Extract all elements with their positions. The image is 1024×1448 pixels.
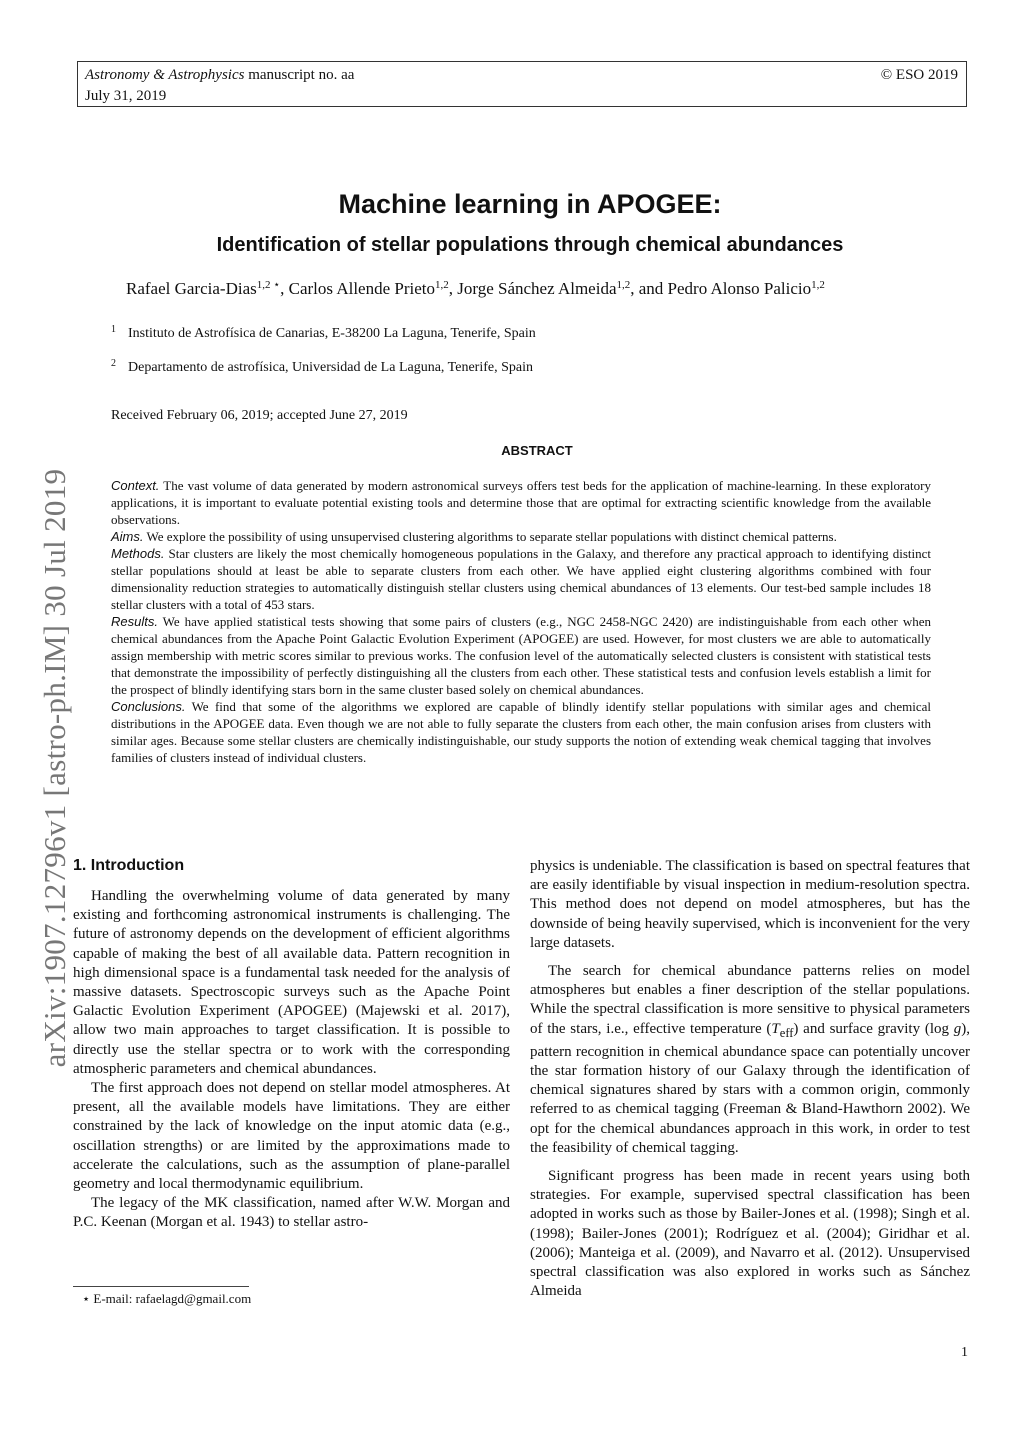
journal-line <box>85 65 354 85</box>
affiliation-2 <box>111 360 533 376</box>
author-2-sup: 1,2 <box>435 279 449 291</box>
results-label: Results. <box>111 614 158 629</box>
footnote-rule <box>73 1286 249 1287</box>
intro-paragraph-2: The first approach does not depend on stellar model atmospheres. At present, all the available models have limitations. They are either constrained by the lack of knowledge on the input atomic data (e.g., oscillation strengths) or are limited by the approximations made to accelerate the calculations, such as the assumption of plane-parallel geometry and local thermodynamic equilibrium. <box>73 1080 510 1193</box>
abstract-context <box>111 477 931 528</box>
author-1-sup: 1,2 ⋆ <box>256 279 281 291</box>
author-list <box>126 279 825 299</box>
teff-subscript: eff <box>779 1025 794 1040</box>
intro-paragraph-3: The legacy of the MK classification, named after W.W. Morgan and P.C. Keenan (Morgan et al. 1943) to stellar astro- <box>73 1195 510 1231</box>
abstract-methods <box>111 545 931 613</box>
author-4: , and Pedro Alonso Palicio <box>630 279 812 298</box>
paper-title: Machine learning in APOGEE: <box>338 189 722 219</box>
affiliation-1-num: 1 <box>111 324 116 335</box>
author-3: , Jorge Sánchez Almeida <box>448 279 617 298</box>
abstract-body <box>111 477 931 766</box>
g-symbol: g <box>953 1020 962 1037</box>
left-column <box>73 887 510 1233</box>
affiliation-1 <box>111 326 536 342</box>
manuscript-id: manuscript no. aa <box>244 67 355 83</box>
conclusions-label: Conclusions. <box>111 699 186 714</box>
context-label: Context. <box>111 478 160 493</box>
teff-symbol: T <box>771 1020 780 1037</box>
intro-paragraph-3-cont: physics is undeniable. The classification is based on spectral features that are easily identifiable by visual inspection in medium-resolution spectra. This method does not depend on model atmospheres, but has the downside of being heavily supervised, which is inconvenient for the very large datasets. <box>530 858 971 951</box>
abstract-heading: ABSTRACT <box>501 443 573 458</box>
author-4-sup: 1,2 <box>811 279 825 291</box>
running-header <box>77 61 967 107</box>
abstract-results <box>111 613 931 698</box>
page-number: 1 <box>961 1345 968 1360</box>
aims-label: Aims. <box>111 529 144 544</box>
author-1: Rafael Garcia-Dias <box>126 279 257 298</box>
copyright: © ESO 2019 <box>880 67 958 83</box>
header-date: July 31, 2019 <box>85 88 167 104</box>
intro-paragraph-1: Handling the overwhelming volume of data generated by many existing and forthcoming astronomical instruments is challenging. The future of astronomy depends on the development of efficient algorithms capable of making the best of all available data. Pattern recognition in high dimensional space is a fundamental task needed for the analysis of massive datasets. Spectroscopic surveys such as the Apache Point Galactic Evolution Experiment (APOGEE) (Majewski et al. 2017), allow two main approaches to target classification. It is possible to directly use the stellar spectra or to work with the corresponding atmospheric parameters and chemical abundances. <box>73 888 510 1077</box>
abstract-aims <box>111 528 931 545</box>
conclusions-text: We find that some of the algorithms we explored are capable of blindly identify stellar populations with similar ages and chemical distributions in the APOGEE data. Even though we are not able to fully separate the clusters from each other, the main confusion arises from clusters with similar ages. Because some stellar clusters are chemically indistinguishable, our study supports the notion of extending weak chemical tagging that involves families of clusters instead of individual clusters. <box>111 699 931 765</box>
arxiv-id: arXiv:1907.12796v1 [astro-ph.IM] 30 Jul 2019 <box>37 468 72 1068</box>
paper-subtitle: Identification of stellar populations through chemical abundances <box>216 234 844 256</box>
p4-part-a: The search for chemical abundance patterns relies on model atmospheres but enables a finer description of the stellar populations. While the spectral classification is more sensitive to physical parameters of the stars, i.e., effective temperature ( <box>530 963 970 1037</box>
abstract-conclusions <box>111 698 931 766</box>
methods-label: Methods. <box>111 546 165 561</box>
aims-text: We explore the possibility of using unsupervised clustering algorithms to separate stellar populations with distinct chemical patterns. <box>143 529 837 544</box>
context-text: The vast volume of data generated by modern astronomical surveys offers test beds for the application of machine-learning. In these exploratory applications, it is important to evaluate potential existing tools and determine those that are optimal for extracting scientific knowledge from the available observations. <box>111 478 931 527</box>
right-column <box>530 857 970 1301</box>
affiliation-2-text: Departamento de astrofísica, Universidad de La Laguna, Tenerife, Spain <box>128 360 533 375</box>
received-dates: Received February 06, 2019; accepted June 27, 2019 <box>111 408 408 423</box>
p4-part-b: ) and surface gravity (log <box>793 1020 954 1037</box>
affiliation-1-text: Instituto de Astrofísica de Canarias, E-38200 La Laguna, Tenerife, Spain <box>128 326 536 341</box>
journal-name: Astronomy & Astrophysics <box>85 67 245 83</box>
section-heading-introduction: 1. Introduction <box>73 857 185 874</box>
results-text: We have applied statistical tests showing that some pairs of clusters (e.g., NGC 2458-NGC 2420) are indistinguishable from each other when chemical abundances from the Apache Point Galactic Evolution Experiment (APOGEE) are used. However, for most clusters we are able to automatically assign membership with metric scores similar to previous works. The confusion level of the automatically selected clusters is consistent with statistical tests that demonstrate the impossibility of perfectly distinguishing all the clusters from each other. These statistical tests and confusion levels establish a limit for the prospect of blindly identifying stars born in the same cluster based solely on chemical abundances. <box>111 614 931 697</box>
footnote-email: ⋆ E-mail: rafaelagd@gmail.com <box>82 1291 252 1306</box>
intro-paragraph-4 <box>530 962 970 1158</box>
affiliation-2-num: 2 <box>111 358 116 369</box>
intro-paragraph-5: Significant progress has been made in recent years using both strategies. For example, supervised spectral classification has been adopted in works such as those by Bailer-Jones et al. (1998); Singh et al. (1998); Bailer-Jones (2001); Rodríguez et al. (2004); Giridhar et al. (2006); Manteiga et al. (2009), and Navarro et al. (2012). Unsupervised spectral classification was also explored in works such as Sánchez Almeida <box>530 1168 970 1300</box>
author-3-sup: 1,2 <box>616 279 631 291</box>
author-2: , Carlos Allende Prieto <box>280 279 435 298</box>
methods-text: Star clusters are likely the most chemically homogeneous populations in the Galaxy, and therefore any practical approach to identifying distinct stellar populations should at least be able to separate clusters from each other. We have applied eight clustering algorithms combined with four dimensionality reduction strategies to automatically distinguish stellar clusters using chemical abundances of 13 elements. Our test-bed sample includes 18 stellar clusters with a total of 453 stars. <box>111 546 931 612</box>
p4-part-c: ), pattern recognition in chemical abundance space can potentially uncover the star formation history of our Galaxy through the identification of chemical signatures shared by stars with a common origin, commonly referred to as chemical tagging (Freeman & Bland-Hawthorn 2002). We opt for the chemical abundances approach in this work, in order to test the feasibility of chemical tagging. <box>530 1020 970 1156</box>
